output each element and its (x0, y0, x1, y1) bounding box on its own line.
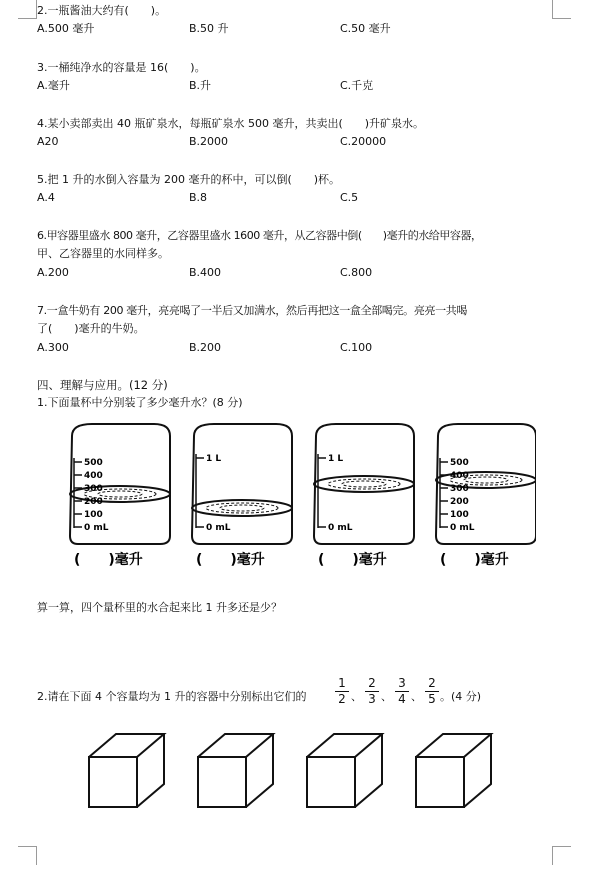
cup-2-answer[interactable]: ( )毫升 (196, 552, 265, 568)
problem-1-stem: 1.下面量杯中分别装了多少毫升水？(8 分) (37, 396, 243, 409)
crop-mark-top-left (18, 0, 37, 19)
question-4-option-c[interactable]: C.20000 (340, 135, 387, 148)
cup-4-tick-0ml: 0 mL (450, 523, 475, 533)
question-3-stem: 3.一桶纯净水的容量是 16( )。 (37, 61, 206, 74)
fraction-two-fifths (425, 676, 439, 707)
cup-4-tick-100: 100 (450, 510, 469, 520)
question-5-option-a[interactable]: A.4 (37, 191, 55, 204)
question-5-option-b[interactable]: B.8 (189, 191, 208, 204)
question-2-option-a[interactable]: A.500 毫升 (37, 22, 95, 35)
cup-3-answer[interactable]: ( )毫升 (318, 552, 387, 568)
container-cube-3[interactable] (307, 734, 382, 807)
measuring-cup-1 (70, 424, 170, 568)
fraction-separator-1: 、 (351, 690, 362, 703)
question-7-option-b[interactable]: B.200 (189, 341, 222, 354)
question-3-option-c[interactable]: C.千克 (340, 79, 374, 92)
fraction-separator-3: 、 (411, 690, 422, 703)
measuring-cup-2 (192, 424, 292, 568)
question-6-stem-line-1: 6.甲容器里盛水 800 毫升，乙容器里盛水 1600 毫升，从乙容器中倒( )毫升的水给甲容器， (37, 229, 482, 242)
cup-4-tick-200: 200 (450, 497, 469, 507)
problem-2-stem-suffix: 。(4 分) (440, 690, 482, 703)
container-cube-4[interactable] (416, 734, 491, 807)
cup-4-tick-400: 400 (450, 471, 469, 481)
fraction-two-thirds (365, 676, 379, 707)
fraction-1-denominator: 2 (338, 692, 346, 706)
question-4-option-a[interactable]: A20 (37, 135, 59, 148)
problem-1-followup: 算一算，四个量杯里的水合起来比 1 升多还是少？ (37, 601, 282, 614)
fraction-2-numerator: 2 (365, 676, 379, 692)
question-6-option-c[interactable]: C.800 (340, 266, 373, 279)
cup-1-tick-300: 300 (84, 484, 103, 494)
question-2-option-b[interactable]: B.50 升 (189, 22, 229, 35)
cup-2-tick-1l: 1 L (206, 454, 222, 464)
question-4-stem: 4.某小卖部卖出 40 瓶矿泉水，每瓶矿泉水 500 毫升，共卖出( )升矿泉水。 (37, 117, 425, 130)
crop-mark-bottom-right (552, 846, 571, 865)
cup-1-answer[interactable]: ( )毫升 (74, 552, 143, 568)
question-5-option-c[interactable]: C.5 (340, 191, 359, 204)
cup-3-tick-0ml: 0 mL (328, 523, 353, 533)
question-7-stem-line-1: 7.一盒牛奶有 200 毫升，亮亮喝了一半后又加满水，然后再把这一盒全部喝完。亮亮一共喝 (37, 304, 468, 317)
section-4-heading: 四、理解与应用。(12 分) (37, 378, 168, 392)
cup-1-tick-400: 400 (84, 471, 103, 481)
question-6-option-a[interactable]: A.200 (37, 266, 69, 279)
fraction-three-quarters (395, 676, 409, 707)
fraction-1-numerator: 1 (335, 676, 349, 692)
question-7-stem-line-2: 了( )毫升的牛奶。 (37, 322, 145, 335)
cup-4-tick-500: 500 (450, 458, 469, 468)
fraction-3-numerator: 3 (395, 676, 409, 692)
fraction-3-denominator: 4 (398, 692, 406, 706)
cup-1-tick-0ml: 0 mL (84, 523, 109, 533)
fraction-2-denominator: 3 (368, 692, 376, 706)
question-3-option-b[interactable]: B.升 (189, 79, 212, 92)
cup-1-tick-200: 200 (84, 497, 103, 507)
question-2-stem: 2.一瓶酱油大约有( )。 (37, 4, 167, 17)
question-4-option-b[interactable]: B.2000 (189, 135, 229, 148)
fraction-one-half (335, 676, 349, 707)
question-6-option-b[interactable]: B.400 (189, 266, 222, 279)
fraction-4-numerator: 2 (425, 676, 439, 692)
measuring-cups-figure (60, 418, 536, 576)
fraction-separator-2: 、 (381, 690, 392, 703)
crop-mark-top-right (552, 0, 571, 19)
crop-mark-bottom-left (18, 846, 37, 865)
question-5-stem: 5.把 1 升的水倒入容量为 200 毫升的杯中，可以倒( )杯。 (37, 173, 341, 186)
cup-1-tick-500: 500 (84, 458, 103, 468)
question-2-option-c[interactable]: C.50 毫升 (340, 22, 391, 35)
cup-4-answer[interactable]: ( )毫升 (440, 552, 509, 568)
question-3-option-a[interactable]: A.毫升 (37, 79, 70, 92)
container-cube-2[interactable] (198, 734, 273, 807)
containers-figure (80, 730, 500, 810)
question-6-stem-line-2: 甲、乙容器里的水同样多。 (37, 247, 169, 260)
question-7-option-c[interactable]: C.100 (340, 341, 373, 354)
measuring-cup-3 (314, 424, 414, 568)
fraction-4-denominator: 5 (428, 692, 436, 706)
container-cube-1[interactable] (89, 734, 164, 807)
cup-4-tick-300: 300 (450, 484, 469, 494)
question-7-option-a[interactable]: A.300 (37, 341, 69, 354)
problem-2-stem-prefix: 2.请在下面 4 个容量均为 1 升的容器中分别标出它们的 (37, 690, 307, 703)
cup-2-tick-0ml: 0 mL (206, 523, 231, 533)
cup-1-tick-100: 100 (84, 510, 103, 520)
measuring-cup-4 (436, 424, 536, 568)
cup-3-tick-1l: 1 L (328, 454, 344, 464)
